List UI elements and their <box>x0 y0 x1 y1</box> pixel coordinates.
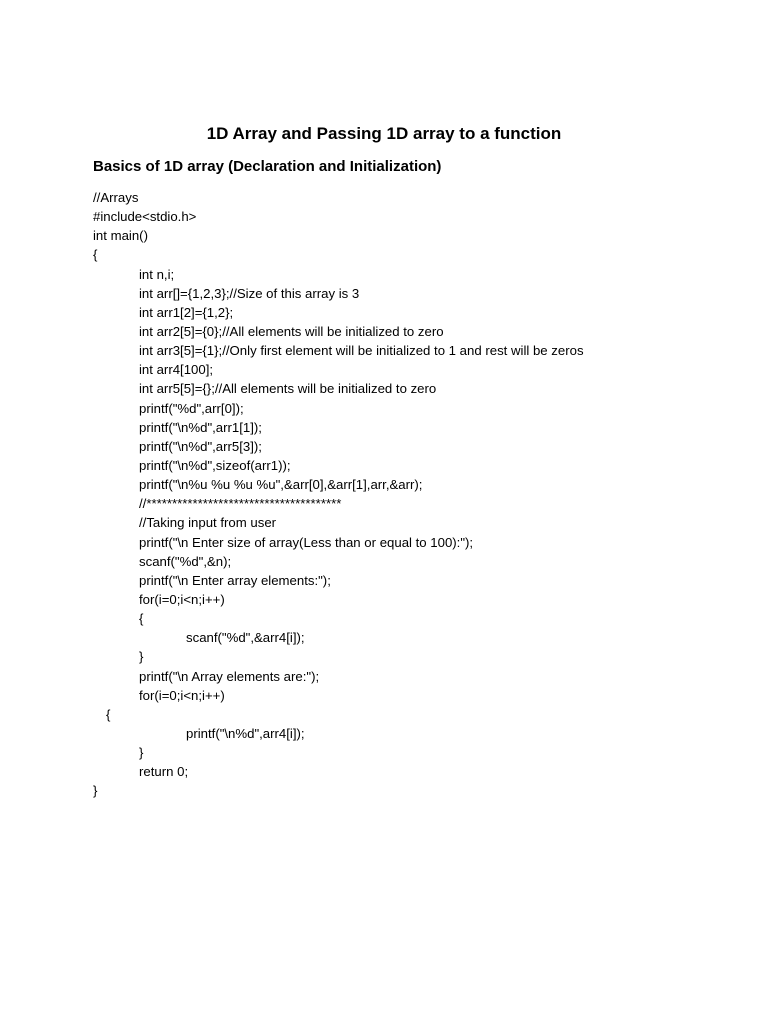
code-line: //************************************** <box>139 496 342 512</box>
code-line: scanf("%d",&arr4[i]); <box>186 630 305 646</box>
code-line: //Arrays <box>93 190 139 205</box>
code-line: printf("\n%d",arr1[1]); <box>139 419 262 435</box>
page-title: 1D Array and Passing 1D array to a function <box>206 124 562 143</box>
code-line: int arr3[5]={1};//Only first element will be initialized to 1 and rest will be zeros <box>139 343 584 359</box>
code-line: for(i=0;i<n;i++) <box>139 591 225 607</box>
code-listing <box>93 188 733 801</box>
code-line: printf("\n Array elements are:"); <box>139 668 320 684</box>
code-line: { <box>106 706 111 722</box>
code-line: } <box>139 649 144 665</box>
code-line: int n,i; <box>139 266 175 282</box>
code-line: //Taking input from user <box>139 515 277 531</box>
code-line: int arr[]={1,2,3};//Size of this array is 3 <box>139 285 360 301</box>
code-line: { <box>93 247 98 263</box>
code-line: printf("\n Enter array elements:"); <box>139 572 331 588</box>
code-line: int arr2[5]={0};//All elements will be initialized to zero <box>139 323 444 339</box>
code-line: printf("\n Enter size of array(Less than or equal to 100):"); <box>139 534 474 550</box>
code-line: #include<stdio.h> <box>93 209 197 225</box>
code-line: int arr4[100]; <box>139 362 214 378</box>
code-line: printf("%d",arr[0]); <box>139 400 244 416</box>
code-line: int arr1[2]={1,2}; <box>139 304 234 320</box>
section-heading: Basics of 1D array (Declaration and Initialization) <box>93 158 442 175</box>
code-line: } <box>93 783 98 799</box>
code-line: { <box>139 611 144 627</box>
code-line: return 0; <box>139 764 189 780</box>
code-line: int arr5[5]={};//All elements will be initialized to zero <box>139 381 437 397</box>
code-line: printf("\n%d",sizeof(arr1)); <box>139 457 291 473</box>
code-line: printf("\n%d",arr5[3]); <box>139 438 262 454</box>
code-line: printf("\n%u %u %u %u",&arr[0],&arr[1],arr,&arr); <box>139 477 423 493</box>
code-line: printf("\n%d",arr4[i]); <box>186 725 305 741</box>
code-line: int main() <box>93 228 148 244</box>
code-line: for(i=0;i<n;i++) <box>139 687 225 703</box>
code-line: scanf("%d",&n); <box>139 553 232 569</box>
code-line: } <box>139 745 144 761</box>
